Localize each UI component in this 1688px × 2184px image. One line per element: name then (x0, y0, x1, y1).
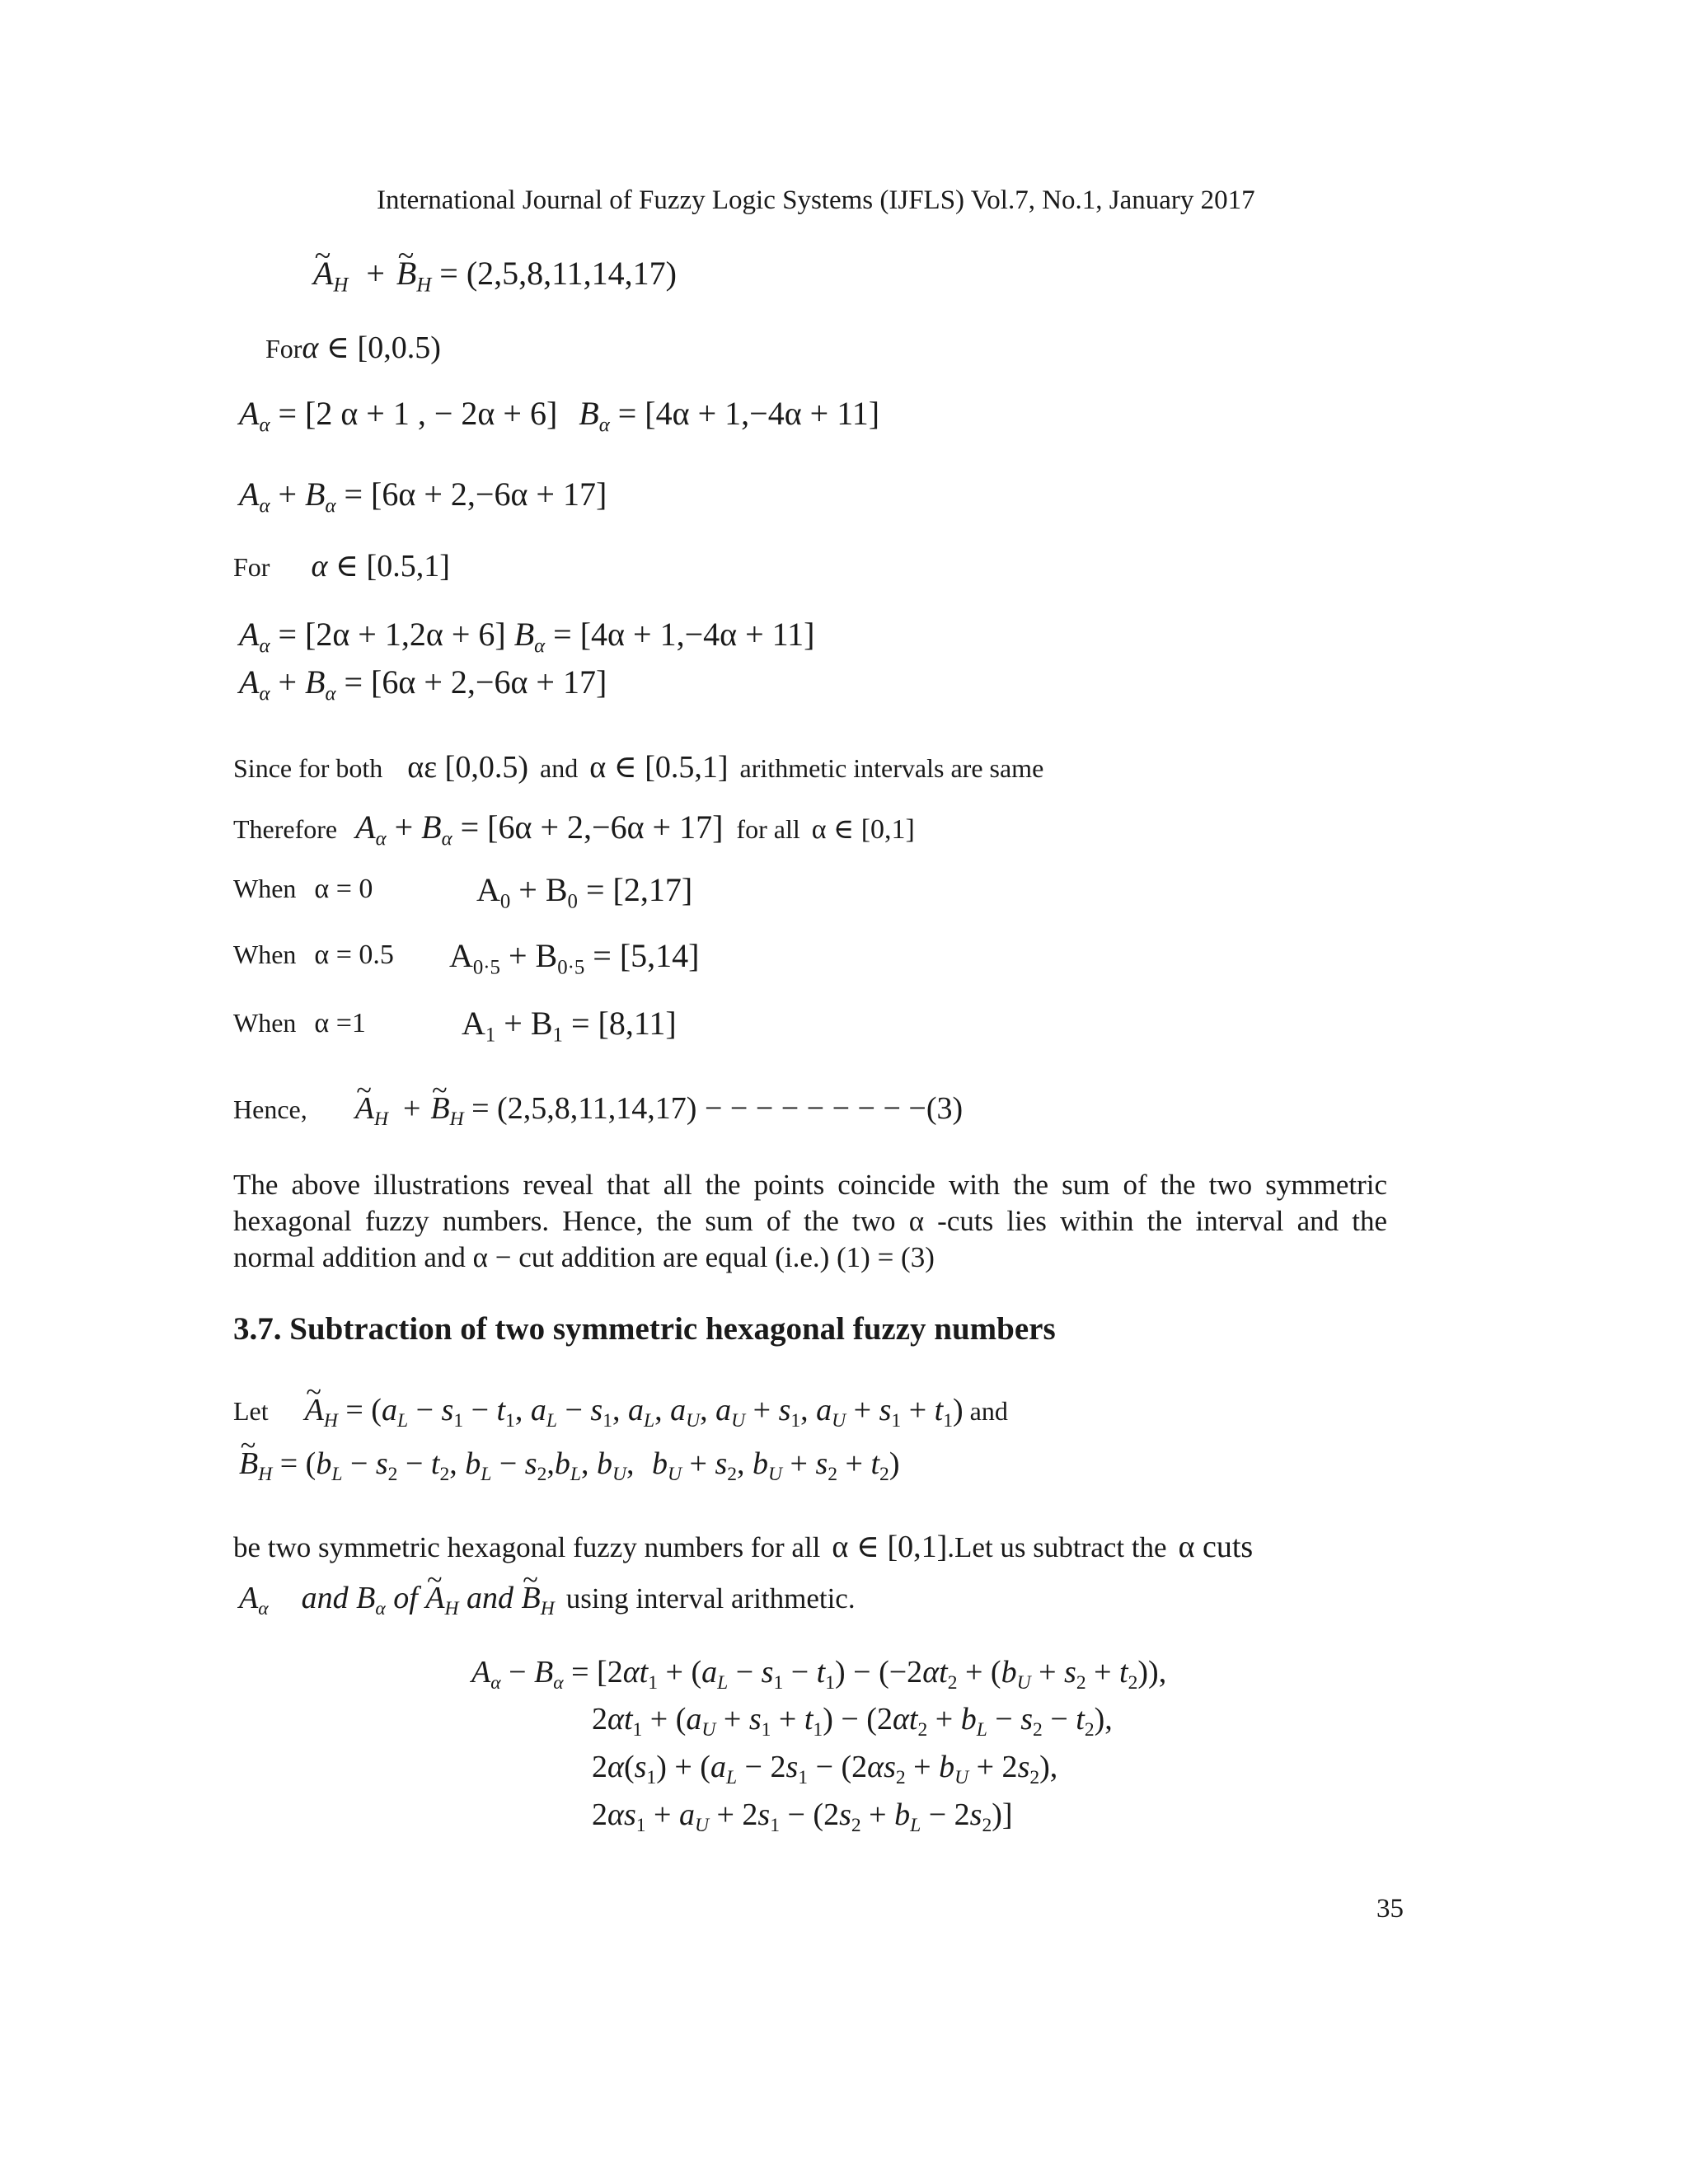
subtraction-equation-line-2: $2\alpha t_1 + (a_U + s_1 + t_1) - (2\alpha t_2 + b_L - s_2 - t_2)$, (592, 1702, 1113, 1741)
for-label: For (265, 334, 302, 363)
alpha-cut-sum-second: $A_\alpha + B_\alpha = [6\alpha + 2,-6\alpha + 17]$ (239, 663, 607, 705)
be-two-statement: be two symmetric hexagonal fuzzy numbers for all α ∈ [0,1].Let us subtract the α cuts (233, 1530, 1254, 1564)
let-definition-a: Let~ $A_H = (a_L - s_1 - t_1$, $a_L - s_1$, $a_L$, $a_U$, $a_U + s_1$, $a_U + s_1 + t_1$) and (233, 1394, 1008, 1426)
alpha-cuts-statement: $A_\alpha$ and $B_\alpha$ of ~ $A_H$ and ~ $B_H$ using interval arithmetic. (239, 1582, 856, 1614)
paragraph-line-1: The above illustrations reveal that all the points coincide with the sum of the two symmetric (233, 1169, 1387, 1201)
paragraph-line-3: normal addition and α − cut addition are equal (i.e.) (1) = (3) (233, 1241, 935, 1273)
subtraction-equation-line-1: $A_\alpha - B_\alpha = [2\alpha t_1 + (a_L - s_1 - t_1) - (-2\alpha t_2 + (b_U + s_2 + t_2))$, (471, 1655, 1167, 1694)
page-number: 35 (1376, 1894, 1404, 1924)
when-alpha-half-result: $A_{0\cdot 5} + B_{0\cdot 5} = [5,14]$ (449, 937, 700, 979)
subtraction-equation-line-3: $2\alpha(s_1) + (a_L - 2s_1 - (2\alpha s_2 + b_U + 2s_2)$, (592, 1750, 1058, 1789)
since-statement: Since for both αε [0,0.5) and α ∈ [0.5,1] arithmetic intervals are same (233, 750, 1044, 785)
subtraction-equation-line-4: $2\alpha s_1 + a_U + 2s_1 - (2s_2 + b_L - 2s_2)$] (592, 1797, 1013, 1837)
alpha-range-second: For α ∈ [0.5,1] (233, 549, 450, 583)
when-alpha-one-result: $A_1 + B_1 = [8,11]$ (462, 1005, 677, 1047)
let-definition-b: ~ $B_H = (b_L - s_2 - t_2$, $b_L - s_2,b_L$, $b_U$, $b_U + s_2$, $b_U + s_2 + t_2$) (239, 1448, 899, 1479)
section-heading: 3.7. Subtraction of two symmetric hexagonal fuzzy numbers (233, 1311, 1056, 1347)
therefore-statement: Therefore $A_\alpha + B_\alpha = [6\alpha + 2,-6\alpha + 17]$ for all α ∈ [0,1] (233, 808, 915, 851)
hence-statement: Hence,~ $A_H$ +~ $B_H = (2,5,8,11,14,17)$ − − − − − − − − −(3) (233, 1093, 963, 1124)
when-alpha-zero: When α = 0 (233, 874, 373, 904)
alpha-range-first: Forα ∈ [0,0.5) (265, 330, 441, 365)
when-alpha-half: When α = 0.5 (233, 940, 394, 970)
for-label-second: For (233, 552, 270, 582)
alpha-cut-sum-first: $A_\alpha + B_\alpha = [6\alpha + 2,-6\alpha + 17]$ (239, 476, 607, 518)
alpha-cut-equations-second: $A_\alpha = [2\alpha + 1,2\alpha + 6] B_\alpha = [4\alpha + 1,-4\alpha + 11]$ (239, 616, 815, 658)
when-alpha-one: When α =1 (233, 1008, 366, 1038)
sum-equation-top: ~ $A_H$ +~ $B_H = (2,5,8,11,14,17)$ (313, 257, 677, 290)
when-alpha-zero-result: $A_0 + B_0 = [2,17]$ (476, 871, 693, 913)
alpha-cut-equations-first: $A_\alpha = [2$ α + 1 , − 2α + 6] $B_\alpha = [4\alpha + 1,-4\alpha + 11]$ (239, 395, 880, 437)
paragraph-line-2: hexagonal fuzzy numbers. Hence, the sum of the two α -cuts lies within the interval and the (233, 1205, 1387, 1237)
running-header: International Journal of Fuzzy Logic Systems (IJFLS) Vol.7, No.1, January 2017 (377, 185, 1255, 215)
